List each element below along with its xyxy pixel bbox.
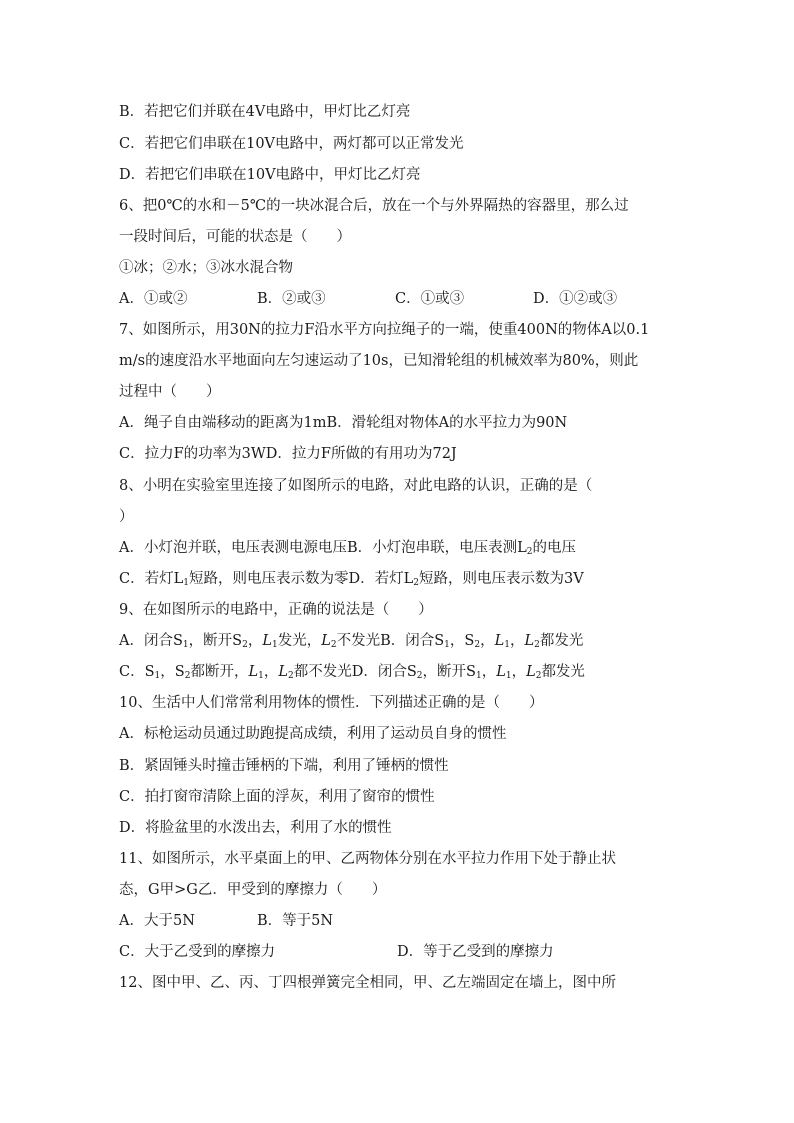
q8-stem-line1: 8、小明在实验室里连接了如图所示的电路，对此电路的认识，正确的是（ <box>119 478 593 494</box>
q5-option-b: B．若把它们并联在4V电路中，甲灯比乙灯亮 <box>119 104 411 120</box>
q10-stem: 10、生活中人们常常利用物体的惯性．下列描述正确的是（ ） <box>119 695 544 711</box>
q11-options-ab <box>119 911 689 931</box>
q6-option-b: B．②或③ <box>257 291 326 307</box>
q6-option-d: D．①②或③ <box>533 291 618 307</box>
q6-states: ①冰；②水；③冰水混合物 <box>119 260 293 276</box>
q7-options-cd: C．拉力F的功率为3WD．拉力F所做的有用功为72J <box>119 446 457 462</box>
q5-option-d: D．若把它们串联在10V电路中，甲灯比乙灯亮 <box>119 167 421 183</box>
q8-options-ab <box>119 538 689 558</box>
q9-option-b: B．闭合$S_1$，$S_2$，$L_1$，$L_2$都发光 <box>380 633 584 650</box>
q7-stem-line2: m/s的速度沿水平地面向左匀速运动了10s，已知滑轮组的机械效率为80%，则此 <box>119 353 639 369</box>
q10-option-a: A．标枪运动员通过助跑提高成绩，利用了运动员自身的惯性 <box>119 726 507 742</box>
q9-stem: 9、在如图所示的电路中，正确的说法是（ ） <box>119 602 433 618</box>
q8-stem-line2: ） <box>119 509 134 525</box>
q10-option-c: C．拍打窗帘清除上面的浮灰，利用了窗帘的惯性 <box>119 789 435 805</box>
q10-option-d: D．将脸盆里的水泼出去，利用了水的惯性 <box>119 820 392 836</box>
q9-options-cd <box>119 662 689 682</box>
q7-options-ab: A．绳子自由端移动的距离为1mB．滑轮组对物体A的水平拉力为90N <box>119 415 568 431</box>
q8-option-d: D．若灯$L_2$短路，则电压表示数为3V <box>348 571 584 588</box>
q11-stem-line2: 态，G甲>G乙．甲受到的摩擦力（ ） <box>119 882 387 898</box>
q11-option-b: B．等于5N <box>257 913 334 929</box>
q11-option-a: A．大于5N <box>119 913 195 929</box>
q8-option-c: C．若灯$L_1$短路，则电压表示数为零 <box>119 571 349 588</box>
q9-option-d: D．闭合$S_2$，断开$S_1$，$L_1$，$L_2$都发光 <box>351 664 585 681</box>
q11-option-d: D．等于乙受到的摩擦力 <box>397 944 554 960</box>
q9-options-ab <box>119 631 689 651</box>
q6-options <box>119 289 689 309</box>
q10-option-b: B．紧固锤头时撞击锤柄的下端，利用了锤柄的惯性 <box>119 758 449 774</box>
q7-stem-line3: 过程中（ ） <box>119 384 221 400</box>
q9-option-c: C．$S_1$，$S_2$都断开，$L_1$，$L_2$都不发光 <box>119 664 352 681</box>
q6-stem-line2: 一段时间后，可能的状态是（ ） <box>119 229 351 245</box>
q11-options-cd <box>119 942 689 962</box>
q8-option-a: A．小灯泡并联，电压表测电源电压 <box>119 540 347 556</box>
q6-option-c: C．①或③ <box>395 291 465 307</box>
q6-option-a: A．①或② <box>119 291 188 307</box>
q12-stem-line1: 12、图中甲、乙、丙、丁四根弹簧完全相同，甲、乙左端固定在墙上，图中所 <box>119 975 616 991</box>
q11-option-c: C．大于乙受到的摩擦力 <box>119 944 276 960</box>
q11-stem-line1: 11、如图所示，水平桌面上的甲、乙两物体分别在水平拉力作用下处于静止状 <box>119 851 616 867</box>
q8-option-b: B．小灯泡串联，电压表测$L_2$的电压 <box>346 540 577 557</box>
q8-options-cd <box>119 569 689 589</box>
q9-option-a: A．闭合$S_1$，断开$S_2$，$L_1$发光，$L_2$不发光 <box>119 633 381 650</box>
q6-stem-line1: 6、把0℃的水和－5℃的一块冰混合后，放在一个与外界隔热的容器里，那么过 <box>119 198 629 214</box>
q5-option-c: C．若把它们串联在10V电路中，两灯都可以正常发光 <box>119 136 464 152</box>
q7-stem-line1: 7、如图所示，用30N的拉力F沿水平方向拉绳子的一端，使重400N的物体A以0.1 <box>119 322 650 338</box>
